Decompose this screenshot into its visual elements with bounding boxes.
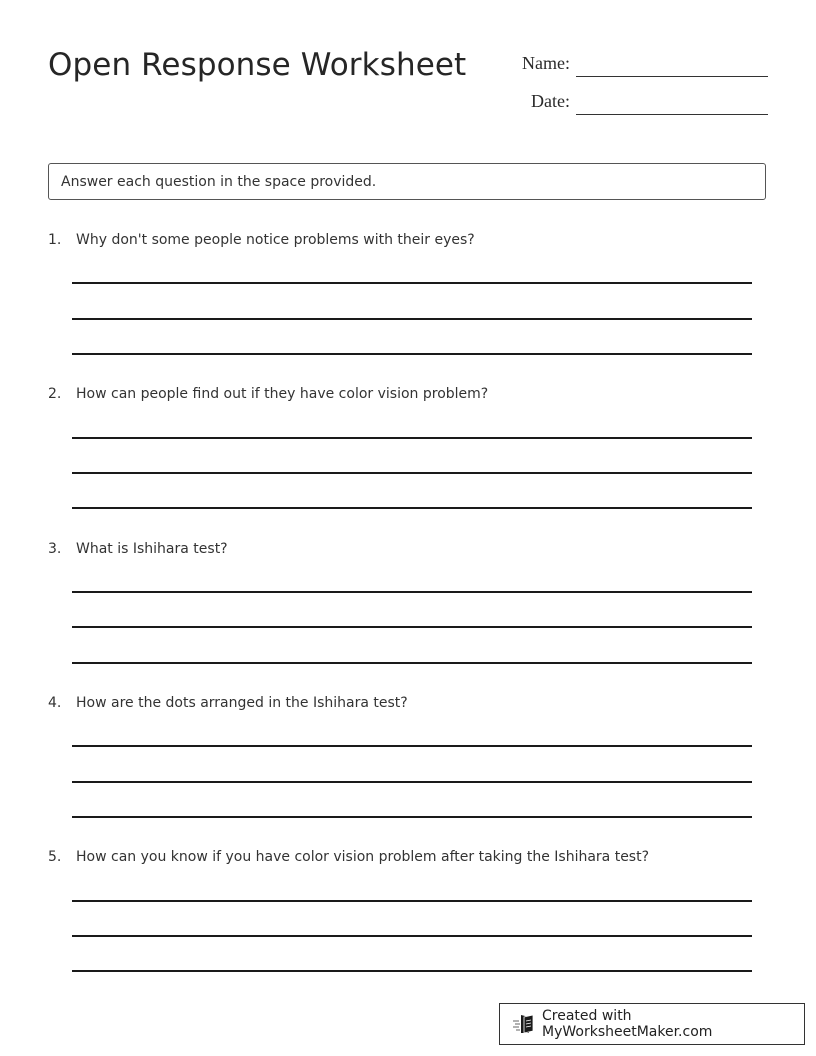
date-label: Date: <box>531 91 570 111</box>
worksheet-logo-icon <box>512 1013 536 1035</box>
answer-line[interactable] <box>72 626 752 628</box>
instructions-text: Answer each question in the space provided. <box>61 173 377 190</box>
question-number: 4. <box>48 695 62 711</box>
question-text: How can people find out if they have color vision problem? <box>76 386 489 402</box>
question-number: 1. <box>48 232 62 248</box>
answer-line[interactable] <box>72 935 752 937</box>
answer-line[interactable] <box>72 662 752 664</box>
answer-line[interactable] <box>72 437 752 439</box>
question-number: 2. <box>48 386 62 402</box>
answer-line[interactable] <box>72 282 752 284</box>
answer-line[interactable] <box>72 318 752 320</box>
answer-line[interactable] <box>72 900 752 902</box>
question-text: Why don't some people notice problems with their eyes? <box>76 232 475 248</box>
name-label: Name: <box>522 53 570 73</box>
answer-line[interactable] <box>72 745 752 747</box>
answer-line[interactable] <box>72 591 752 593</box>
answer-line[interactable] <box>72 507 752 509</box>
question-text: What is Ishihara test? <box>76 541 228 557</box>
instructions-box <box>48 163 766 200</box>
page-title: Open Response Worksheet <box>48 47 467 83</box>
question-number: 3. <box>48 541 62 557</box>
name-input-line[interactable] <box>576 76 768 77</box>
question-number: 5. <box>48 849 62 865</box>
answer-line[interactable] <box>72 781 752 783</box>
date-input-line[interactable] <box>576 114 768 115</box>
answer-line[interactable] <box>72 353 752 355</box>
answer-line[interactable] <box>72 472 752 474</box>
created-with-badge[interactable] <box>499 1003 805 1045</box>
question-text: How are the dots arranged in the Ishihara test? <box>76 695 408 711</box>
created-with-text: Created with MyWorksheetMaker.com <box>542 1008 713 1040</box>
question-text: How can you know if you have color vision problem after taking the Ishihara test? <box>76 849 650 865</box>
answer-line[interactable] <box>72 970 752 972</box>
answer-line[interactable] <box>72 816 752 818</box>
